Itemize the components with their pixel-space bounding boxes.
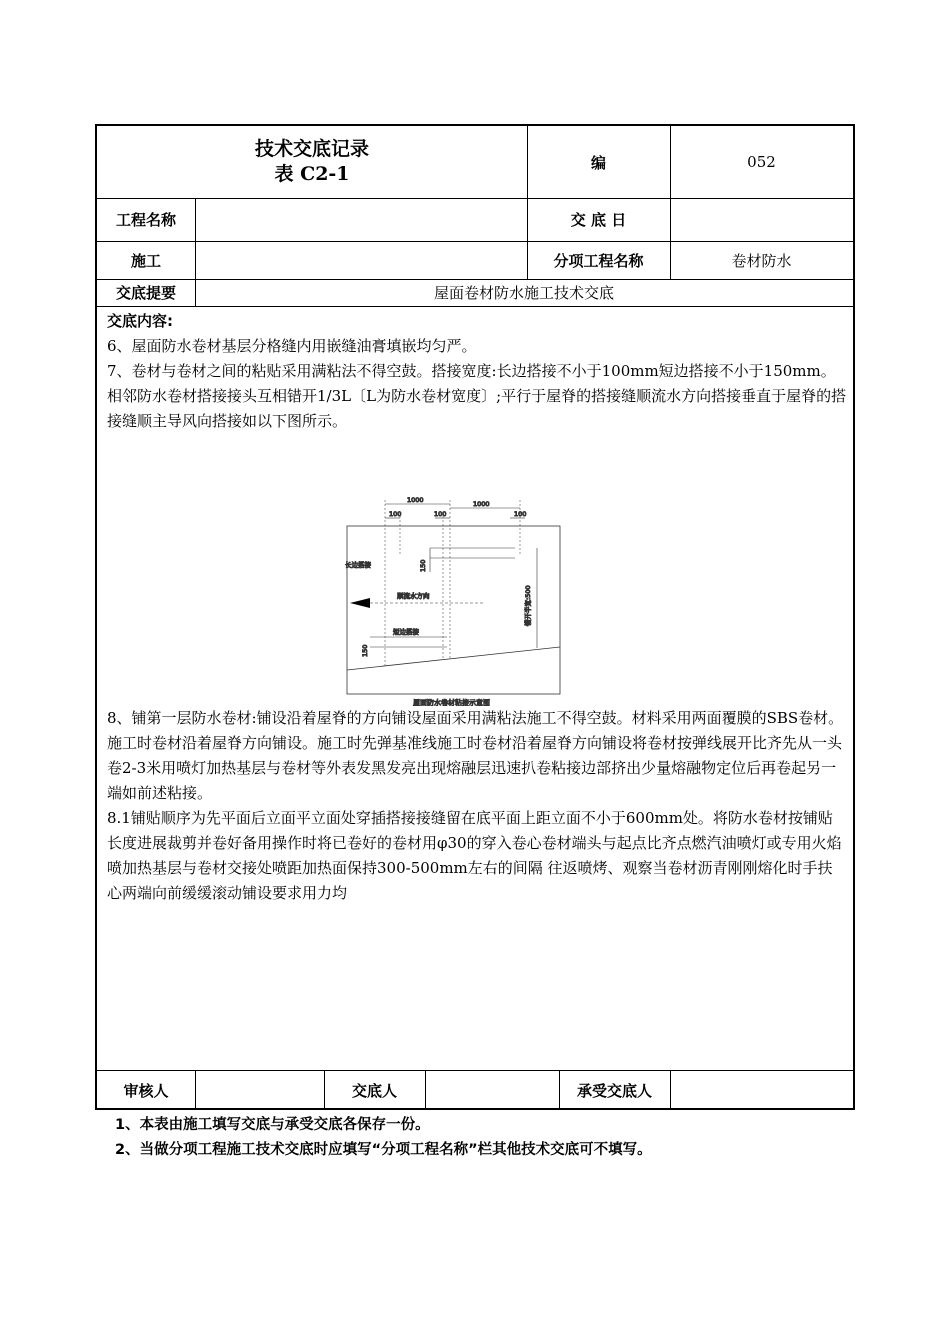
dim-1000-a: 1000 (407, 496, 424, 504)
content-heading: 交底内容: (107, 312, 173, 330)
number-value: 052 (747, 153, 776, 171)
form-title-line1: 技术交底记录 (254, 138, 369, 160)
form-title-line2: 表 C2-1 (274, 163, 350, 185)
sub-project-label: 分项工程名称 (553, 251, 644, 270)
paragraph-7: 7、卷材与卷材之间的粘贴采用满粘法不得空鼓。搭接宽度:长边搭接不小于100mm短边搭接不小于150mm。相邻防水卷材搭接接头互相错开1/3L〔L为防水卷材宽度〕;平行于屋脊的搭接缝顺流水方向搭接垂直于屋脊的搭接缝顺主导风向搭接如以下图所示。 (107, 362, 847, 430)
paragraph-8: 8、铺第一层防水卷材:铺设沿着屋脊的方向铺设屋面采用满粘法施工不得空鼓。材料采用两面覆膜的SBS卷材。施工时卷材沿着屋脊方向铺设。施工时先弹基准线施工时卷材沿着屋脊方向铺设将卷材按弹线展开比齐先从一头卷2-3米用喷灯加热基层与卷材等外表发黑发亮出现熔融层迅速扒卷粘接边部挤出少量熔融物定位后再卷起另一端如前述粘接。 (107, 709, 844, 802)
roof-membrane-diagram (345, 496, 577, 706)
note-1: 1、本表由施工填写交底与承受交底各保存一份。 (115, 1117, 430, 1133)
label-short-edge: 短边搭接 (393, 628, 419, 636)
content-bottom (107, 706, 847, 906)
project-name-field[interactable] (195, 198, 527, 241)
number-label: 编 (590, 153, 606, 172)
reviewer-field[interactable] (195, 1070, 324, 1110)
summary-value: 屋面卷材防水施工技术交底 (433, 284, 614, 302)
content-top (107, 309, 847, 434)
receiver-field[interactable] (670, 1070, 853, 1110)
summary-label: 交底提要 (115, 284, 176, 302)
dim-1000-b: 1000 (473, 500, 490, 508)
flow-arrow-icon (350, 598, 370, 608)
dim-150-b: 150 (361, 644, 369, 657)
discloser-label: 交底人 (351, 1081, 397, 1100)
label-offset: 错开半宽:500 (524, 585, 532, 626)
discloser-field[interactable] (425, 1070, 559, 1110)
diagram-slope-line (347, 644, 560, 670)
construction-field[interactable] (195, 241, 527, 279)
dim-100-b: 100 (434, 510, 447, 518)
construction-label: 施工 (130, 251, 161, 270)
sub-project-value: 卷材防水 (731, 251, 792, 270)
row-divider (97, 306, 853, 307)
disclosure-date-field[interactable] (670, 198, 853, 241)
dim-100-c: 100 (514, 510, 527, 518)
form-title (97, 126, 527, 198)
disclosure-date-label: 交 底 日 (570, 211, 627, 229)
paragraph-8-1: 8.1铺贴顺序为先平面后立面平立面处穿插搭接接缝留在底平面上距立面不小于600mm处。将防水卷材按铺贴长度进展裁剪并卷好备用操作时将已卷好的卷材用φ30的穿入卷心卷材端头与起点比齐点燃汽油喷灯或专用火焰喷加热基层与卷材交接处喷距加热面保持300-500mm左右的间隔 往返喷烤、观察当卷材沥青刚刚熔化时手扶心两端向前缓缓滚动铺设要求用力均 (107, 809, 842, 902)
disclosure-form (95, 124, 855, 1110)
label-flow-direction: 顺流水方向 (397, 592, 430, 600)
dim-100-a: 100 (389, 510, 402, 518)
dim-150-a: 150 (419, 559, 427, 572)
project-name-label: 工程名称 (115, 211, 176, 229)
label-long-edge: 长边搭接 (345, 561, 371, 569)
paragraph-6: 6、屋面防水卷材基层分格缝内用嵌缝油膏填嵌均匀严。 (107, 337, 477, 355)
note-2: 2、当做分项工程施工技术交底时应填写“分项工程名称”栏其他技术交底可不填写。 (115, 1142, 652, 1158)
diagram-caption: 屋面防水卷材粘接示意图 (413, 699, 490, 706)
reviewer-label: 审核人 (123, 1081, 169, 1100)
receiver-label: 承受交底人 (576, 1081, 652, 1100)
